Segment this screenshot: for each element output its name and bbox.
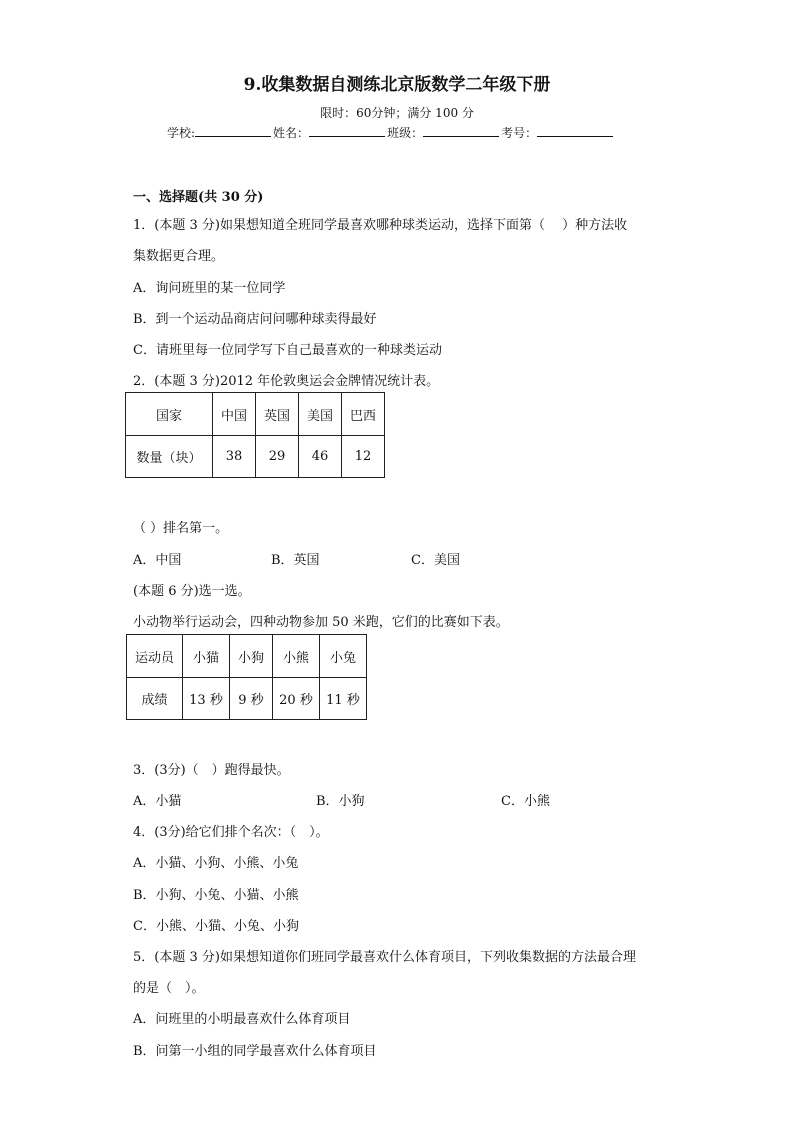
q2-stem: 2．(本题 3 分)2012 年伦敦奥运会金牌情况统计表。 [133,374,440,389]
time-limit-subtitle: 限时：60分钟；满分 100 分 [320,106,474,120]
table-cell: 20 秒 [273,678,320,720]
class-label: 班级： [387,126,424,140]
table-cell: 小熊 [273,635,320,678]
table-cell: 中国 [213,393,256,436]
q3-option-c[interactable]: C．小熊 [501,794,550,809]
medal-table-header-row [126,393,385,436]
q4-stem: 4．(3分)给它们排个名次：（ ）。 [133,825,329,840]
q1-option-a[interactable]: A．询问班里的某一位同学 [133,281,286,296]
q4-option-b[interactable]: B．小狗、小兔、小猫、小熊 [133,888,299,903]
group-intro: (本题 6 分)选一选。 [133,584,251,599]
table-cell: 46 [299,436,342,478]
q1-option-b[interactable]: B．到一个运动品商店问问哪种球卖得最好 [133,312,377,327]
table-cell: 13 秒 [183,678,230,720]
page-title: 9.收集数据自测练北京版数学二年级下册 [243,75,551,95]
table-cell: 运动员 [127,635,183,678]
number-blank[interactable] [537,124,613,137]
q1-stem-line1: 1．(本题 3 分)如果想知道全班同学最喜欢哪种球类运动，选择下面第（ ）种方法收 [133,218,628,233]
table-cell: 小兔 [320,635,367,678]
table-cell: 9 秒 [230,678,273,720]
race-table [126,634,367,720]
q2-option-a[interactable]: A．中国 [133,553,182,568]
group-description: 小动物举行运动会，四种动物参加 50 米跑，它们的比赛如下表。 [133,615,509,630]
table-cell: 国家 [126,393,213,436]
medal-table [125,392,385,478]
q1-stem-line2: 集数据更合理。 [133,249,225,264]
name-label: 姓名： [273,126,310,140]
table-cell: 29 [256,436,299,478]
table-cell: 12 [342,436,385,478]
table-cell: 小狗 [230,635,273,678]
q2-ask: （ ）排名第一。 [133,521,229,536]
table-cell: 数量（块） [126,436,213,478]
table-cell: 巴西 [342,393,385,436]
school-blank[interactable] [195,124,271,137]
q5-option-a[interactable]: A．问班里的小明最喜欢什么体育项目 [133,1012,351,1027]
q4-option-c[interactable]: C．小熊、小猫、小兔、小狗 [133,919,299,934]
q3-option-a[interactable]: A．小猫 [133,794,182,809]
table-cell: 38 [213,436,256,478]
q2-option-b[interactable]: B．英国 [271,553,320,568]
section-heading: 一、选择题(共 30 分) [133,190,264,205]
q3-option-b[interactable]: B．小狗 [316,794,365,809]
q2-option-c[interactable]: C．美国 [411,553,460,568]
table-cell: 美国 [299,393,342,436]
q4-option-a[interactable]: A．小猫、小狗、小熊、小兔 [133,856,299,871]
medal-table-data-row [126,436,385,478]
table-cell: 小猫 [183,635,230,678]
q5-stem-line2: 的是（ ）。 [133,981,205,996]
table-cell: 成绩 [127,678,183,720]
q5-option-b[interactable]: B．问第一小组的同学最喜欢什么体育项目 [133,1044,377,1059]
school-label: 学校: [167,126,196,140]
race-table-data-row [127,678,367,720]
student-info-line [167,124,615,141]
number-label: 考号： [501,126,538,140]
q3-stem: 3．(3分)（ ）跑得最快。 [133,763,290,778]
race-table-header-row [127,635,367,678]
q1-option-c[interactable]: C．请班里每一位同学写下自己最喜欢的一种球类运动 [133,343,442,358]
table-cell: 英国 [256,393,299,436]
name-blank[interactable] [309,124,385,137]
table-cell: 11 秒 [320,678,367,720]
q5-stem-line1: 5．(本题 3 分)如果想知道你们班同学最喜欢什么体育项目，下列收集数据的方法最合理 [133,950,636,965]
class-blank[interactable] [423,124,499,137]
